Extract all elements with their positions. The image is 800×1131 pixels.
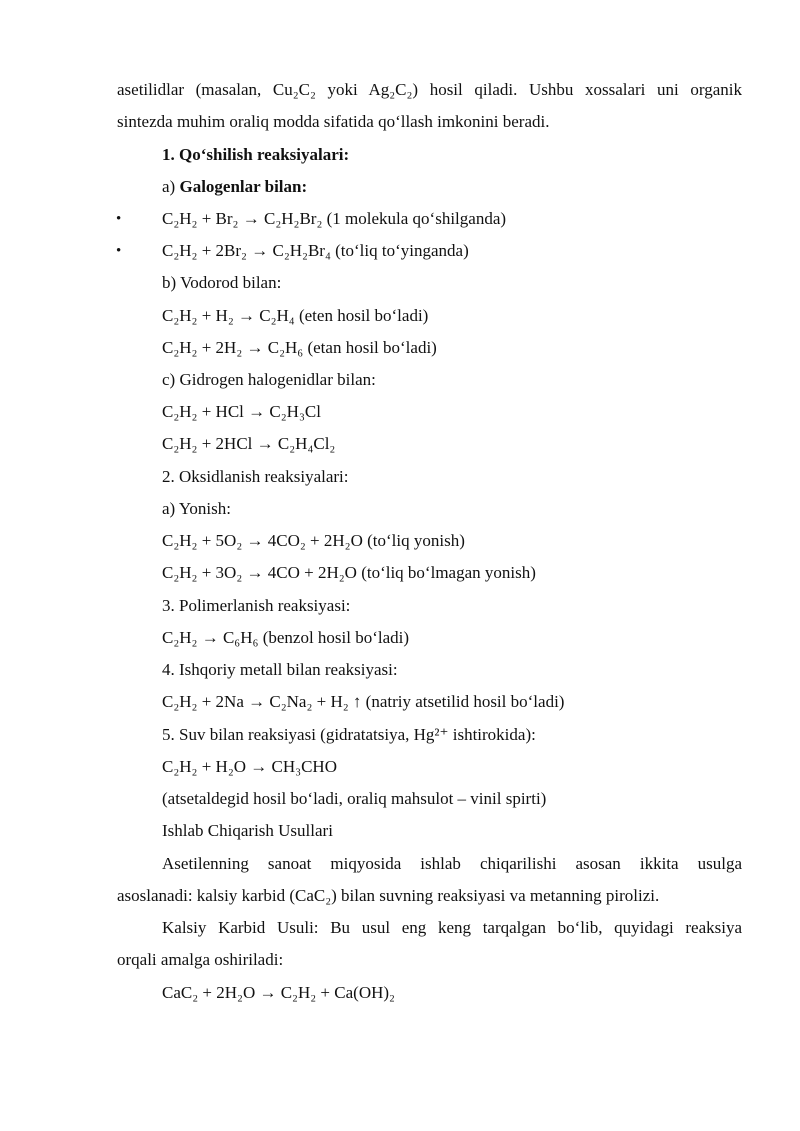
section-title-production: Ishlab Chiqarish Usullari: [162, 821, 333, 840]
equation-hydrogen-two: C₂H₂ + 2H₂ → C₂H₆ (etan hosil bo‘ladi): [162, 338, 437, 357]
bullet-2: •: [116, 243, 122, 259]
heading-hydration: 5. Suv bilan reaksiyasi (gidratatsiya, Hg²⁺ ishtirokida):: [162, 725, 536, 744]
equation-carbide: CaC₂ + 2H₂O → C₂H₂ + Ca(OH)₂: [162, 983, 395, 1002]
equation-hydrogen-one: C₂H₂ + H₂ → C₂H₄ (eten hosil bo‘ladi): [162, 306, 429, 325]
bullet-1: •: [116, 211, 122, 227]
heading-polymerization: 3. Polimerlanish reaksiyasi:: [162, 596, 351, 615]
equation-hydration: C₂H₂ + H₂O → CH₃CHO: [162, 757, 337, 776]
heading-hydrogen-halides: c) Gidrogen halogenidlar bilan:: [162, 370, 376, 389]
production-line-2: asoslanadi: kalsiy karbid (CaC₂) bilan suvning reaksiyasi va metanning pirolizi.: [117, 886, 660, 905]
heading-addition-reactions: 1. Qo‘shilish reaksiyalari:: [162, 145, 350, 164]
equation-combustion-partial: C₂H₂ + 3O₂ → 4CO + 2H₂O (to‘liq bo‘lmagan yonish): [162, 563, 536, 582]
carbide-method-line-2: orqali amalga oshiriladi:: [117, 950, 284, 969]
intro-line-1: asetilidlar (masalan, Cu₂C₂ yoki Ag₂C₂) hosil qiladi. Ushbu xossalari uni organik: [117, 80, 742, 99]
equation-hcl-one: C₂H₂ + HCl → C₂H₃Cl: [162, 402, 321, 421]
halogens-label: Galogenlar bilan:: [179, 177, 308, 196]
halogens-prefix: a): [162, 177, 176, 196]
intro-line-2: sintezda muhim oraliq modda sifatida qo‘llash imkonini beradi.: [117, 112, 550, 131]
heading-oxidation: 2. Oksidlanish reaksiyalari:: [162, 467, 349, 486]
equation-bromine-one: C₂H₂ + Br₂ → C₂H₂Br₂ (1 molekula qo‘shilganda): [162, 209, 507, 228]
heading-hydrogen: b) Vodorod bilan:: [162, 273, 282, 292]
production-line-1: Asetilenning sanoat miqyosida ishlab chiqarilishi asosan ikkita usulga: [162, 854, 742, 873]
hydration-note: (atsetaldegid hosil bo‘ladi, oraliq mahsulot – vinil spirti): [162, 789, 547, 808]
heading-combustion: a) Yonish:: [162, 499, 231, 518]
equation-hcl-two: C₂H₂ + 2HCl → C₂H₄Cl₂: [162, 434, 336, 453]
equation-combustion-full: C₂H₂ + 5O₂ → 4CO₂ + 2H₂O (to‘liq yonish): [162, 531, 465, 550]
equation-sodium: C₂H₂ + 2Na → C₂Na₂ + H₂ ↑ (natriy atsetilid hosil bo‘ladi): [162, 692, 565, 711]
heading-halogens: [162, 176, 307, 198]
heading-alkali-metal: 4. Ishqoriy metall bilan reaksiyasi:: [162, 660, 398, 679]
equation-polymerization: C₂H₂ → C₆H₆ (benzol hosil bo‘ladi): [162, 628, 410, 647]
carbide-method-line-1: Kalsiy Karbid Usuli: Bu usul eng keng tarqalgan bo‘lib, quyidagi reaksiya: [162, 918, 742, 937]
equation-bromine-two: C₂H₂ + 2Br₂ → C₂H₂Br₄ (to‘liq to‘yinganda): [162, 241, 469, 260]
